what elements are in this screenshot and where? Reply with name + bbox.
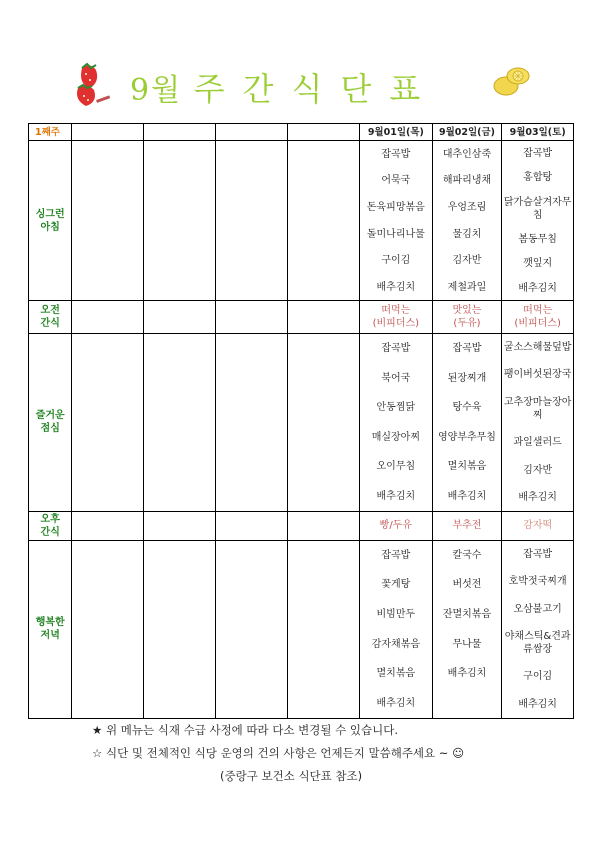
breakfast-row: [29, 141, 574, 301]
menu-cell: [432, 333, 502, 511]
breakfast-label: [29, 141, 72, 301]
menu-item: 어묵국: [381, 175, 411, 187]
menu-item: 배추김치: [376, 697, 416, 709]
menu-item: 배추김치: [518, 491, 557, 503]
menu-item: 잡곡밥: [452, 343, 482, 355]
menu-item: 잡곡밥: [523, 548, 553, 560]
snack-cell: [432, 301, 502, 333]
title-banner: [0, 52, 600, 114]
menu-item: 배추김치: [447, 668, 487, 680]
menu-item: 비빔만두: [376, 608, 416, 620]
snack-line: 떠먹는: [381, 305, 411, 317]
menu-item: 칼국수: [452, 549, 482, 561]
menu-item: 대추인삼죽: [442, 148, 492, 160]
menu-item: 배추김치: [376, 281, 416, 293]
menu-cell: [502, 540, 574, 718]
empty-menu-cell: [288, 512, 360, 540]
menu-item: 구이김: [381, 255, 411, 267]
week-label: 1째주: [29, 124, 72, 141]
menu-cell: [432, 540, 502, 718]
menu-item: 구이김: [523, 671, 553, 683]
empty-menu-cell: [288, 141, 360, 301]
menu-item: 안동찜닭: [376, 402, 416, 414]
snack-cell: 감자떡: [502, 512, 574, 540]
empty-menu-cell: [144, 512, 216, 540]
empty-day-cell: [288, 124, 360, 141]
label-line: 오후: [40, 513, 60, 525]
snack-line: (두유): [453, 318, 481, 330]
menu-item: 물김치: [452, 228, 482, 240]
dinner-row: [29, 540, 574, 718]
menu-item: [433, 697, 502, 710]
snack-line: 떠먹는: [523, 305, 553, 317]
menu-item: 굴소스해물덮밥: [503, 341, 572, 353]
menu-cell: [360, 141, 433, 301]
note-line: ★ 위 메뉴는 식재 수급 사정에 따라 다소 변경될 수 있습니다.: [92, 723, 399, 737]
note-line: ☆ 식단 및 전체적인 식당 운영의 건의 사항은 언제든지 말씀해주세요 ~ ☺: [92, 746, 465, 760]
label-line: 점심: [40, 423, 60, 435]
title-month: 9월: [130, 73, 183, 108]
menu-item: 야채스틱&견과류쌈장: [504, 630, 571, 655]
menu-item: 버섯전: [452, 579, 482, 591]
lunch-row: [29, 333, 574, 511]
menu-cell: [502, 333, 574, 511]
menu-item: 우엉조림: [447, 202, 487, 213]
menu-item: 탕수육: [452, 402, 482, 414]
snack-line: (비피더스): [514, 318, 561, 330]
am-snack-row: [29, 301, 574, 333]
empty-menu-cell: [72, 141, 144, 301]
menu-cell: [502, 141, 574, 301]
menu-item: 배추김치: [376, 490, 416, 502]
pm-snack-label: [29, 512, 72, 540]
label-line: 간식: [40, 526, 60, 538]
menu-item: 매실장아찌: [371, 431, 420, 443]
empty-menu-cell: [215, 301, 288, 333]
empty-menu-cell: [72, 301, 144, 333]
snack-line: (비피더스): [372, 318, 420, 330]
menu-item: 깻잎지: [523, 258, 553, 270]
empty-menu-cell: [288, 540, 360, 718]
menu-item: 김자반: [452, 255, 482, 267]
menu-item: 잔멸치볶음: [442, 608, 492, 620]
menu-item: 감자채볶음: [371, 638, 420, 650]
empty-menu-cell: [144, 301, 216, 333]
day-header: 9월01일(목): [360, 124, 433, 141]
menu-item: 잡곡밥: [381, 549, 411, 561]
header-row: [29, 124, 574, 141]
menu-item: 김자반: [523, 464, 553, 476]
empty-day-cell: [144, 124, 216, 141]
menu-item: 잡곡밥: [381, 148, 411, 160]
empty-menu-cell: [215, 333, 288, 511]
day-header: 9월02일(금): [432, 124, 502, 141]
menu-item: 멸치볶음: [447, 461, 487, 473]
am-snack-label: [29, 301, 72, 333]
menu-item: 오삼불고기: [513, 603, 562, 615]
label-line: 간식: [40, 318, 60, 330]
menu-table: [28, 123, 574, 719]
label-line: 오전: [40, 305, 60, 317]
title-main: 주간식단표: [193, 70, 439, 108]
menu-item: 배추김치: [518, 282, 557, 294]
snack-cell: 빵/두유: [360, 512, 433, 540]
empty-menu-cell: [144, 141, 216, 301]
menu-item: 오이무침: [376, 461, 416, 473]
menu-item: 된장찌개: [447, 372, 487, 384]
lunch-label: [29, 333, 72, 511]
menu-item: 북어국: [381, 372, 411, 384]
menu-item: 돌미나리나물: [366, 228, 425, 240]
menu-item: 고추장마늘장아찌: [503, 396, 572, 421]
menu-item: 잡곡밥: [381, 343, 411, 355]
day-header: 9월03일(토): [502, 124, 574, 141]
empty-menu-cell: [144, 540, 216, 718]
menu-item: 팽이버섯된장국: [503, 369, 572, 381]
menu-item: 봄동무침: [518, 233, 557, 245]
empty-menu-cell: [215, 141, 288, 301]
menu-item: 호박젓국찌개: [508, 576, 567, 588]
menu-cell: [360, 333, 433, 511]
page-title: [130, 64, 438, 110]
menu-item: 영양부추무침: [438, 431, 496, 443]
menu-cell: [432, 141, 502, 301]
menu-item: 꽃게탕: [381, 579, 411, 591]
empty-menu-cell: [215, 512, 288, 540]
snack-line: 맛있는: [452, 305, 482, 317]
menu-item: 무나물: [452, 638, 482, 650]
label-line: 저녁: [40, 630, 60, 642]
empty-menu-cell: [288, 301, 360, 333]
label-line: 즐거운: [35, 410, 65, 422]
menu-item: 과일샐러드: [513, 437, 562, 449]
menu-item: 해파리냉채: [442, 175, 492, 187]
snack-cell: [502, 301, 574, 333]
menu-item: 멸치볶음: [376, 668, 416, 680]
menu-item: 배추김치: [447, 490, 487, 502]
source-note: (중랑구 보건소 식단표 참조): [220, 769, 363, 783]
pm-snack-row: [29, 512, 574, 540]
menu-item: 닭가슴살겨자무침: [503, 196, 572, 221]
empty-menu-cell: [215, 540, 288, 718]
snack-cell: [360, 301, 433, 333]
menu-item: 제철과일: [447, 281, 487, 293]
label-line: 싱그런: [35, 208, 65, 220]
dinner-label: [29, 540, 72, 718]
empty-menu-cell: [144, 333, 216, 511]
menu-item: 돈육피망볶음: [366, 202, 425, 213]
label-line: 아침: [40, 221, 60, 233]
empty-day-cell: [72, 124, 144, 141]
empty-menu-cell: [72, 512, 144, 540]
menu-item: 잡곡밥: [523, 147, 553, 159]
empty-menu-cell: [288, 333, 360, 511]
empty-menu-cell: [72, 540, 144, 718]
label-line: 행복한: [35, 617, 65, 629]
empty-day-cell: [215, 124, 288, 141]
menu-item: 홍합탕: [523, 172, 553, 184]
snack-cell: 부추전: [432, 512, 502, 540]
menu-item: 배추김치: [518, 698, 557, 710]
menu-cell: [360, 540, 433, 718]
lemon-icon: [490, 60, 534, 104]
strawberry-icon: [72, 58, 112, 108]
empty-menu-cell: [72, 333, 144, 511]
